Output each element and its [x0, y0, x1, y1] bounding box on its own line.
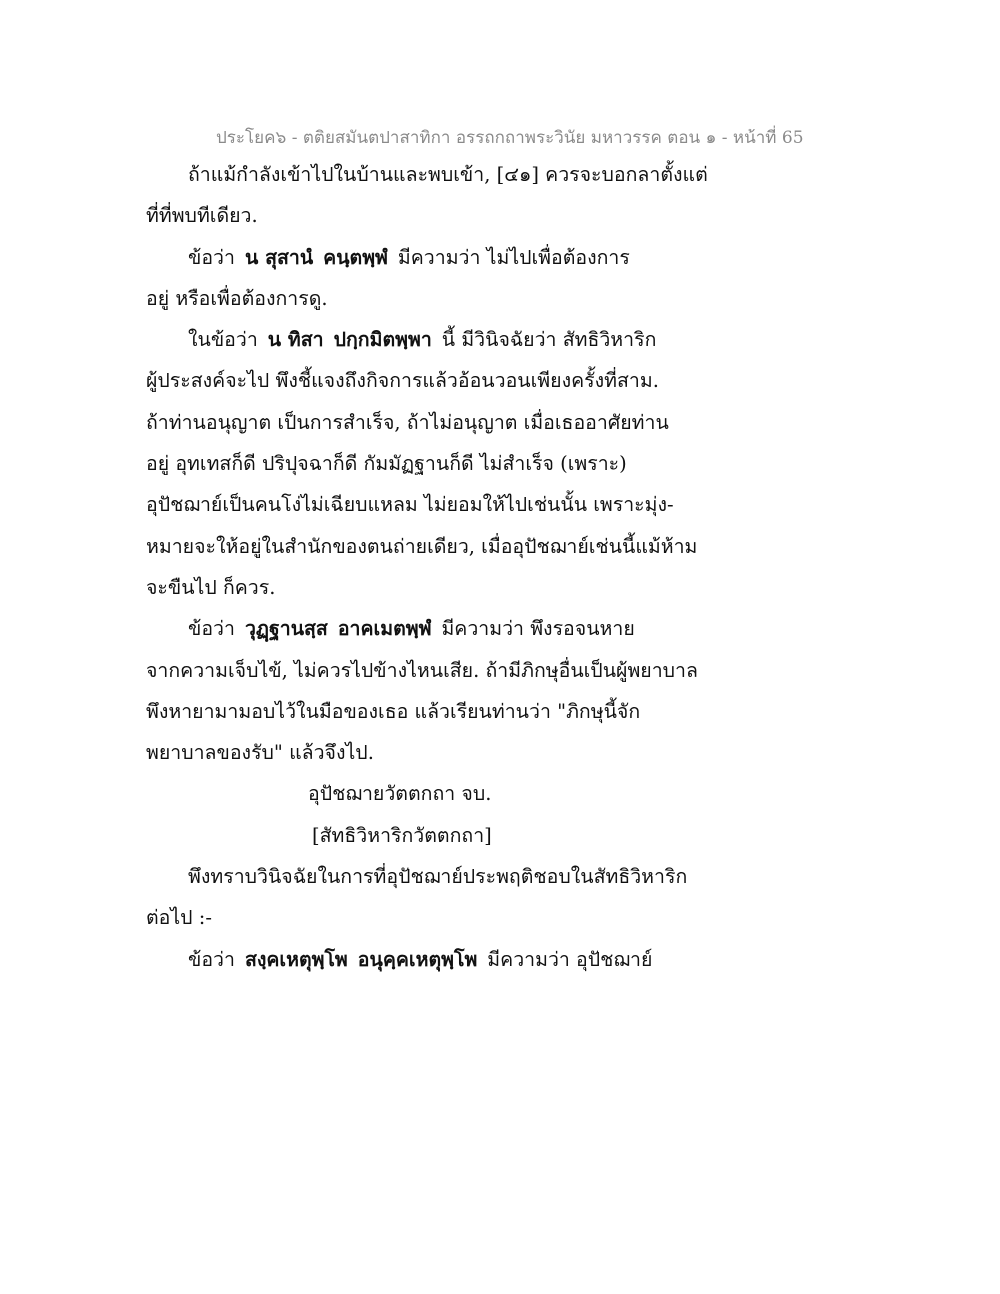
pali-term: อนุคฺคเหตุพฺโพ: [357, 947, 478, 971]
text-line: ถ้าท่านอนุญาต เป็นการสำเร็จ, ถ้าไม่อนุญาต เมื่อเธออาศัยท่าน: [146, 410, 669, 434]
text-span: ข้อว่า: [188, 245, 235, 269]
text-line: [146, 608, 866, 649]
page-body: [146, 154, 866, 980]
text-span: ข้อว่า: [188, 617, 235, 641]
text-line: อยู่ หรือเพื่อต้องการดู.: [146, 286, 328, 310]
text-span: นี้ มีวินิจฉัยว่า สัทธิวิหาริก: [441, 328, 657, 352]
pali-term: วุฏฺฐานสฺส: [244, 617, 328, 641]
text-span: มีความว่า อุปัชฌาย์: [487, 947, 653, 971]
text-line: [146, 237, 866, 278]
text-line: อุปัชฌาย์เป็นคนโง่ไม่เฉียบแหลม ไม่ยอมให้ไปเช่นนั้น เพราะมุ่ง-: [146, 493, 674, 517]
pali-term: คนฺตพฺพํ: [323, 245, 388, 269]
text-span: มีความว่า ไม่ไปเพื่อต้องการ: [397, 245, 630, 269]
text-span: ในข้อว่า: [188, 328, 258, 352]
text-line: ที่ที่พบทีเดียว.: [146, 204, 258, 228]
text-line: ถ้าแม้กำลังเข้าไปในบ้านและพบเข้า, [๔๑] ควรจะบอกลาตั้งแต่: [188, 163, 708, 186]
pali-term: ปกฺกมิตพฺพา: [333, 328, 432, 352]
text-line: พึงหายามามอบไว้ในมือของเธอ แล้วเรียนท่านว่า "ภิกษุนี้จัก: [146, 699, 641, 723]
text-line: อยู่ อุทเทสก็ดี ปริปุจฉาก็ดี กัมมัฏฐานก็ดี ไม่สำเร็จ (เพราะ): [146, 452, 627, 476]
text-span: มีความว่า พึงรอจนหาย: [441, 617, 635, 641]
text-line: จะขืนไป ก็ควร.: [146, 575, 276, 599]
section-end-title: อุปัชฌายวัตตกถา จบ.: [308, 782, 492, 806]
text-line: [146, 939, 866, 980]
text-line: [146, 319, 866, 360]
text-line: ผู้ประสงค์จะไป พึงชี้แจงถึงกิจการแล้วอ้อนวอนเพียงครั้งที่สาม.: [146, 369, 659, 393]
section-title: [สัทธิวิหาริกวัตตกถา]: [312, 823, 492, 847]
text-line: พึงทราบวินิจฉัยในการที่อุปัชฌาย์ประพฤติชอบในสัทธิวิหาริก: [188, 865, 688, 889]
text-span: ข้อว่า: [188, 947, 235, 971]
pali-term: อาคเมตพฺพํ: [337, 617, 432, 641]
text-line: พยาบาลของรับ" แล้วจึงไป.: [146, 741, 374, 765]
text-line: หมายจะให้อยู่ในสำนักของตนถ่ายเดียว, เมื่ออุปัชฌาย์เช่นนี้แม้ห้าม: [146, 534, 698, 558]
pali-term: น สุสานํ: [244, 245, 314, 269]
text-line: จากความเจ็บไข้, ไม่ควรไปข้างไหนเสีย. ถ้ามีภิกษุอื่นเป็นผู้พยาบาล: [146, 658, 698, 682]
pali-term: สงฺคเหตุพฺโพ: [244, 947, 348, 971]
text-line: ต่อไป :-: [146, 906, 212, 930]
pali-term: น ทิสา: [267, 328, 324, 352]
page-header: ประโยค๖ - ตติยสมันตปาสาทิกา อรรถกถาพระวินัย มหาวรรค ตอน ๑ - หน้าที่ 65: [216, 128, 804, 148]
